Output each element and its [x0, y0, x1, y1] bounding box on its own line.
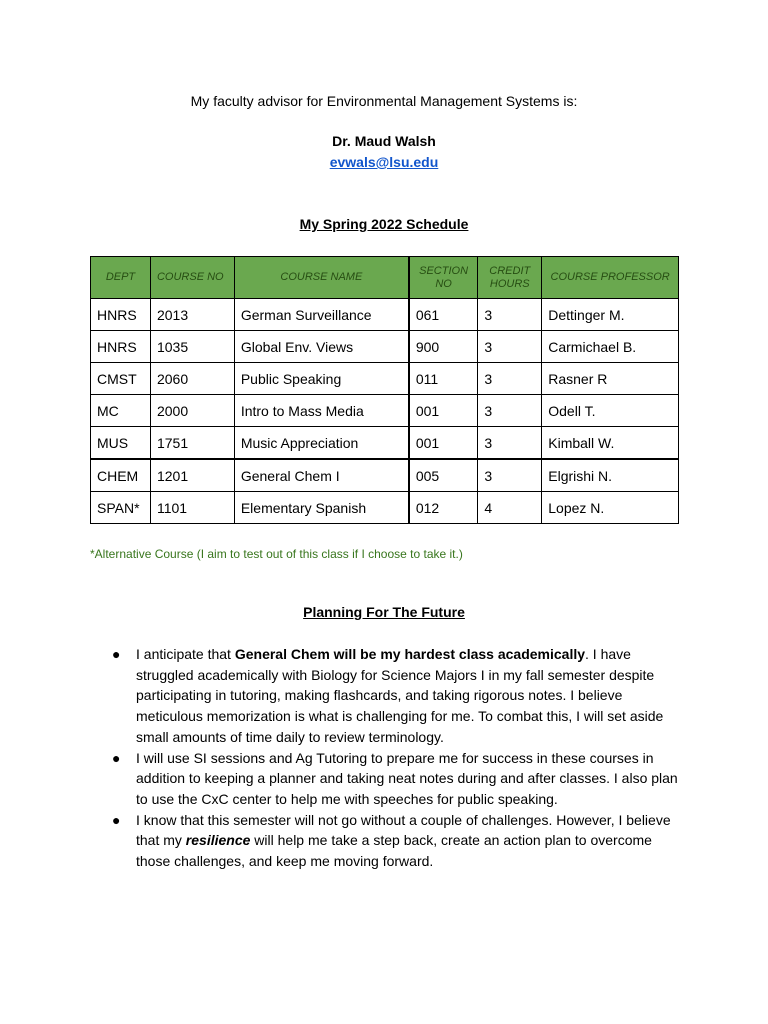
table-row: [91, 363, 679, 395]
table-row: [91, 331, 679, 363]
table-row: [91, 492, 679, 524]
bullet-text-pre: I know that this semester will not go without a couple of challenges. However, I believe that my: [136, 811, 671, 849]
cell-section-no: 012: [409, 492, 478, 524]
planning-title: Planning For The Future: [303, 604, 465, 620]
cell-dept: CHEM: [91, 459, 151, 492]
cell-course-no: 1201: [150, 459, 234, 492]
bullet-text: I will use SI sessions and Ag Tutoring to prepare me for success in these courses in addition to keeping a planner and taking neat notes during and after classes. I also plan to use the CxC center to help me with speeches for public speaking.: [136, 749, 678, 807]
bullet-icon: ●: [112, 811, 121, 828]
header-dept: DEPT: [91, 257, 151, 299]
cell-course-name: Global Env. Views: [234, 331, 409, 363]
cell-dept: CMST: [91, 363, 151, 395]
cell-dept: HNRS: [91, 299, 151, 331]
cell-credit-hours: 3: [478, 363, 542, 395]
cell-section-no: 001: [409, 427, 478, 460]
bullet-text-post: will help me take a step back, create an action plan to overcome those challenges, and keep me moving forward.: [136, 832, 652, 870]
cell-credit-hours: 3: [478, 331, 542, 363]
header-course-no: COURSE NO: [150, 257, 234, 299]
cell-section-no: 061: [409, 299, 478, 331]
cell-course-no: 2060: [150, 363, 234, 395]
bullet-icon: ●: [112, 646, 121, 662]
cell-section-no: 005: [409, 459, 478, 492]
cell-professor: Elgrishi N.: [542, 459, 679, 492]
cell-professor: Dettinger M.: [542, 299, 679, 331]
bullet-text-bold-italic: resilience: [185, 832, 251, 849]
cell-course-name: Public Speaking: [234, 363, 409, 395]
alternative-course-footnote: *Alternative Course (I aim to test out of this class if I choose to take it.): [90, 547, 463, 561]
planning-bullets: [112, 644, 687, 872]
header-credit-hours: CREDIT HOURS: [478, 257, 542, 299]
cell-section-no: 011: [409, 363, 478, 395]
cell-course-no: 1035: [150, 331, 234, 363]
cell-credit-hours: 3: [478, 395, 542, 427]
cell-dept: MC: [91, 395, 151, 427]
cell-professor: Kimball W.: [542, 427, 679, 460]
cell-dept: MUS: [91, 427, 151, 460]
cell-credit-hours: 3: [478, 299, 542, 331]
advisor-email-link[interactable]: evwals@lsu.edu: [329, 154, 439, 170]
bullet-icon: ●: [112, 749, 121, 766]
cell-course-name: Intro to Mass Media: [234, 395, 409, 427]
table-row: [91, 427, 679, 460]
cell-course-name: General Chem I: [234, 459, 409, 492]
cell-course-name: German Surveillance: [234, 299, 409, 331]
list-item: [112, 810, 687, 872]
header-course-professor: COURSE PROFESSOR: [542, 257, 679, 299]
cell-professor: Odell T.: [542, 395, 679, 427]
cell-professor: Carmichael B.: [542, 331, 679, 363]
table-row: [91, 299, 679, 331]
list-item: [112, 644, 687, 748]
cell-course-no: 1101: [150, 492, 234, 524]
advisor-email: [0, 154, 768, 170]
cell-credit-hours: 4: [478, 492, 542, 524]
cell-course-name: Elementary Spanish: [234, 492, 409, 524]
table-row: [91, 459, 679, 492]
table-row: [91, 395, 679, 427]
cell-section-no: 001: [409, 395, 478, 427]
cell-course-no: 2000: [150, 395, 234, 427]
cell-section-no: 900: [409, 331, 478, 363]
header-section-no: SECTION NO: [409, 257, 478, 299]
schedule-title: My Spring 2022 Schedule: [299, 216, 469, 232]
advisor-intro: My faculty advisor for Environmental Management Systems is:: [190, 93, 578, 109]
cell-dept: HNRS: [91, 331, 151, 363]
cell-course-name: Music Appreciation: [234, 427, 409, 460]
schedule-table: [90, 256, 679, 524]
cell-credit-hours: 3: [478, 459, 542, 492]
bullet-text-pre: I anticipate that: [136, 646, 235, 662]
cell-credit-hours: 3: [478, 427, 542, 460]
cell-course-no: 1751: [150, 427, 234, 460]
bullet-text-bold: General Chem will be my hardest class academically: [234, 646, 586, 662]
table-header-row: [91, 257, 679, 299]
bullet-text-post: . I have struggled academically with Biology for Science Majors I in my fall semester despite participating in tutoring, making flashcards, and taking rigorous notes. I believe meticulous memorization is what is challenging for me. To combat this, I will set aside small amounts of time daily to review terminology.: [136, 646, 664, 745]
cell-course-no: 2013: [150, 299, 234, 331]
list-item: [112, 748, 687, 810]
cell-professor: Lopez N.: [542, 492, 679, 524]
header-course-name: COURSE NAME: [234, 257, 409, 299]
advisor-name: Dr. Maud Walsh: [332, 133, 436, 149]
cell-dept: SPAN*: [91, 492, 151, 524]
cell-professor: Rasner R: [542, 363, 679, 395]
